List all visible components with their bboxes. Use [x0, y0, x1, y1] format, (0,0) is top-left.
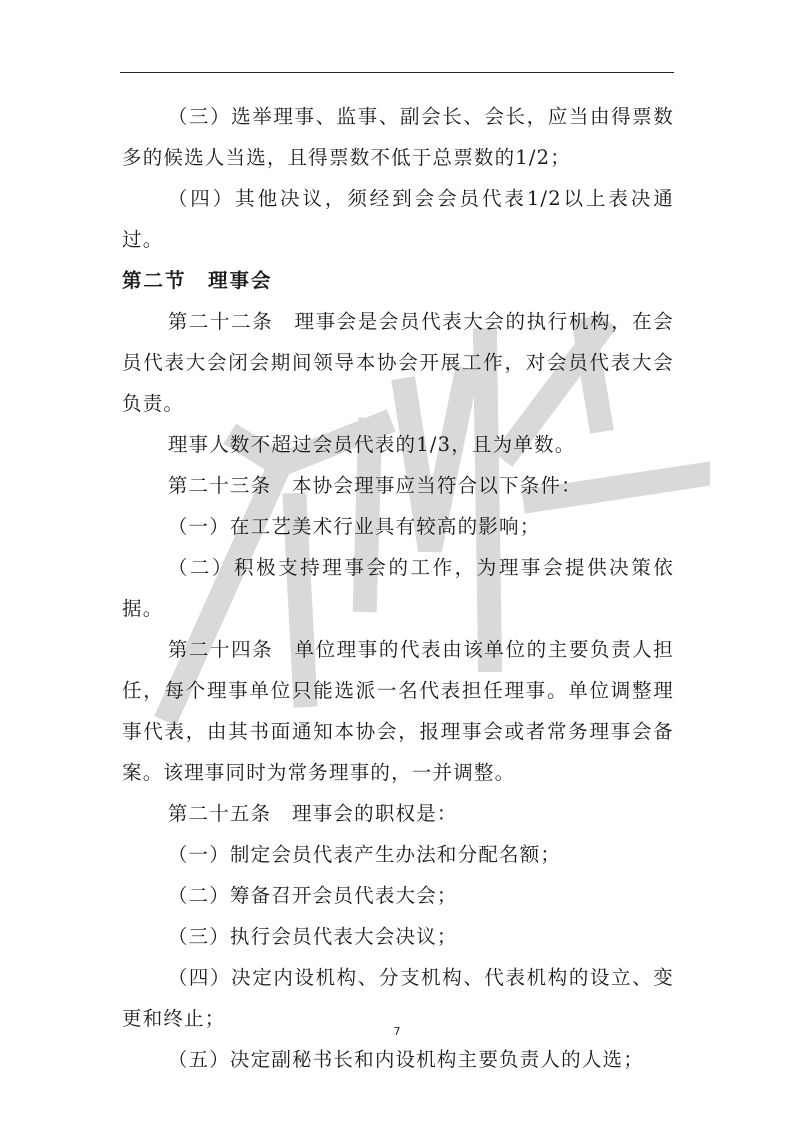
- article-22: 第二十二条 理事会是会员代表大会的执行机构，在会员代表大会闭会期间领导本协会开展工作，对会员代表大会负责。: [122, 310, 674, 415]
- section-heading: 第二节 理事会: [122, 269, 273, 292]
- power-5: （五）决定副秘书长和内设机构主要负责人的人选；: [167, 1048, 644, 1071]
- article-23: 第二十三条 本协会理事应当符合以下条件：: [167, 474, 582, 497]
- paragraph-director-count: 理事人数不超过会员代表的1/3，且为单数。: [167, 433, 576, 456]
- power-4: （四）决定内设机构、分支机构、代表机构的设立、变更和终止；: [122, 966, 674, 1030]
- article-25: 第二十五条 理事会的职权是：: [167, 802, 458, 825]
- header-rule: [120, 72, 674, 73]
- paragraph-other-resolutions: （四）其他决议，须经到会会员代表1/2以上表决通过。: [122, 187, 674, 251]
- power-2: （二）筹备召开会员代表大会；: [167, 884, 458, 907]
- paragraph-election-rule: （三）选举理事、监事、副会长、会长，应当由得票数多的候选人当选，且得票数不低于总票数的1/2；: [122, 105, 674, 169]
- page-number: 7: [393, 1025, 401, 1038]
- power-1: （一）制定会员代表产生办法和分配名额；: [167, 843, 562, 866]
- condition-2: （二）积极支持理事会的工作，为理事会提供决策依据。: [122, 556, 674, 620]
- article-24: 第二十四条 单位理事的代表由该单位的主要负责人担任，每个理事单位只能选派一名代表担任理事。单位调整理事代表，由其书面通知本协会，报理事会或者常务理事会备案。该理事同时为常务理事的，一并调整。: [122, 638, 674, 784]
- power-3: （三）执行会员代表大会决议；: [167, 925, 458, 948]
- condition-1: （一）在工艺美术行业具有较高的影响；: [167, 515, 541, 538]
- document-body: [122, 96, 674, 1080]
